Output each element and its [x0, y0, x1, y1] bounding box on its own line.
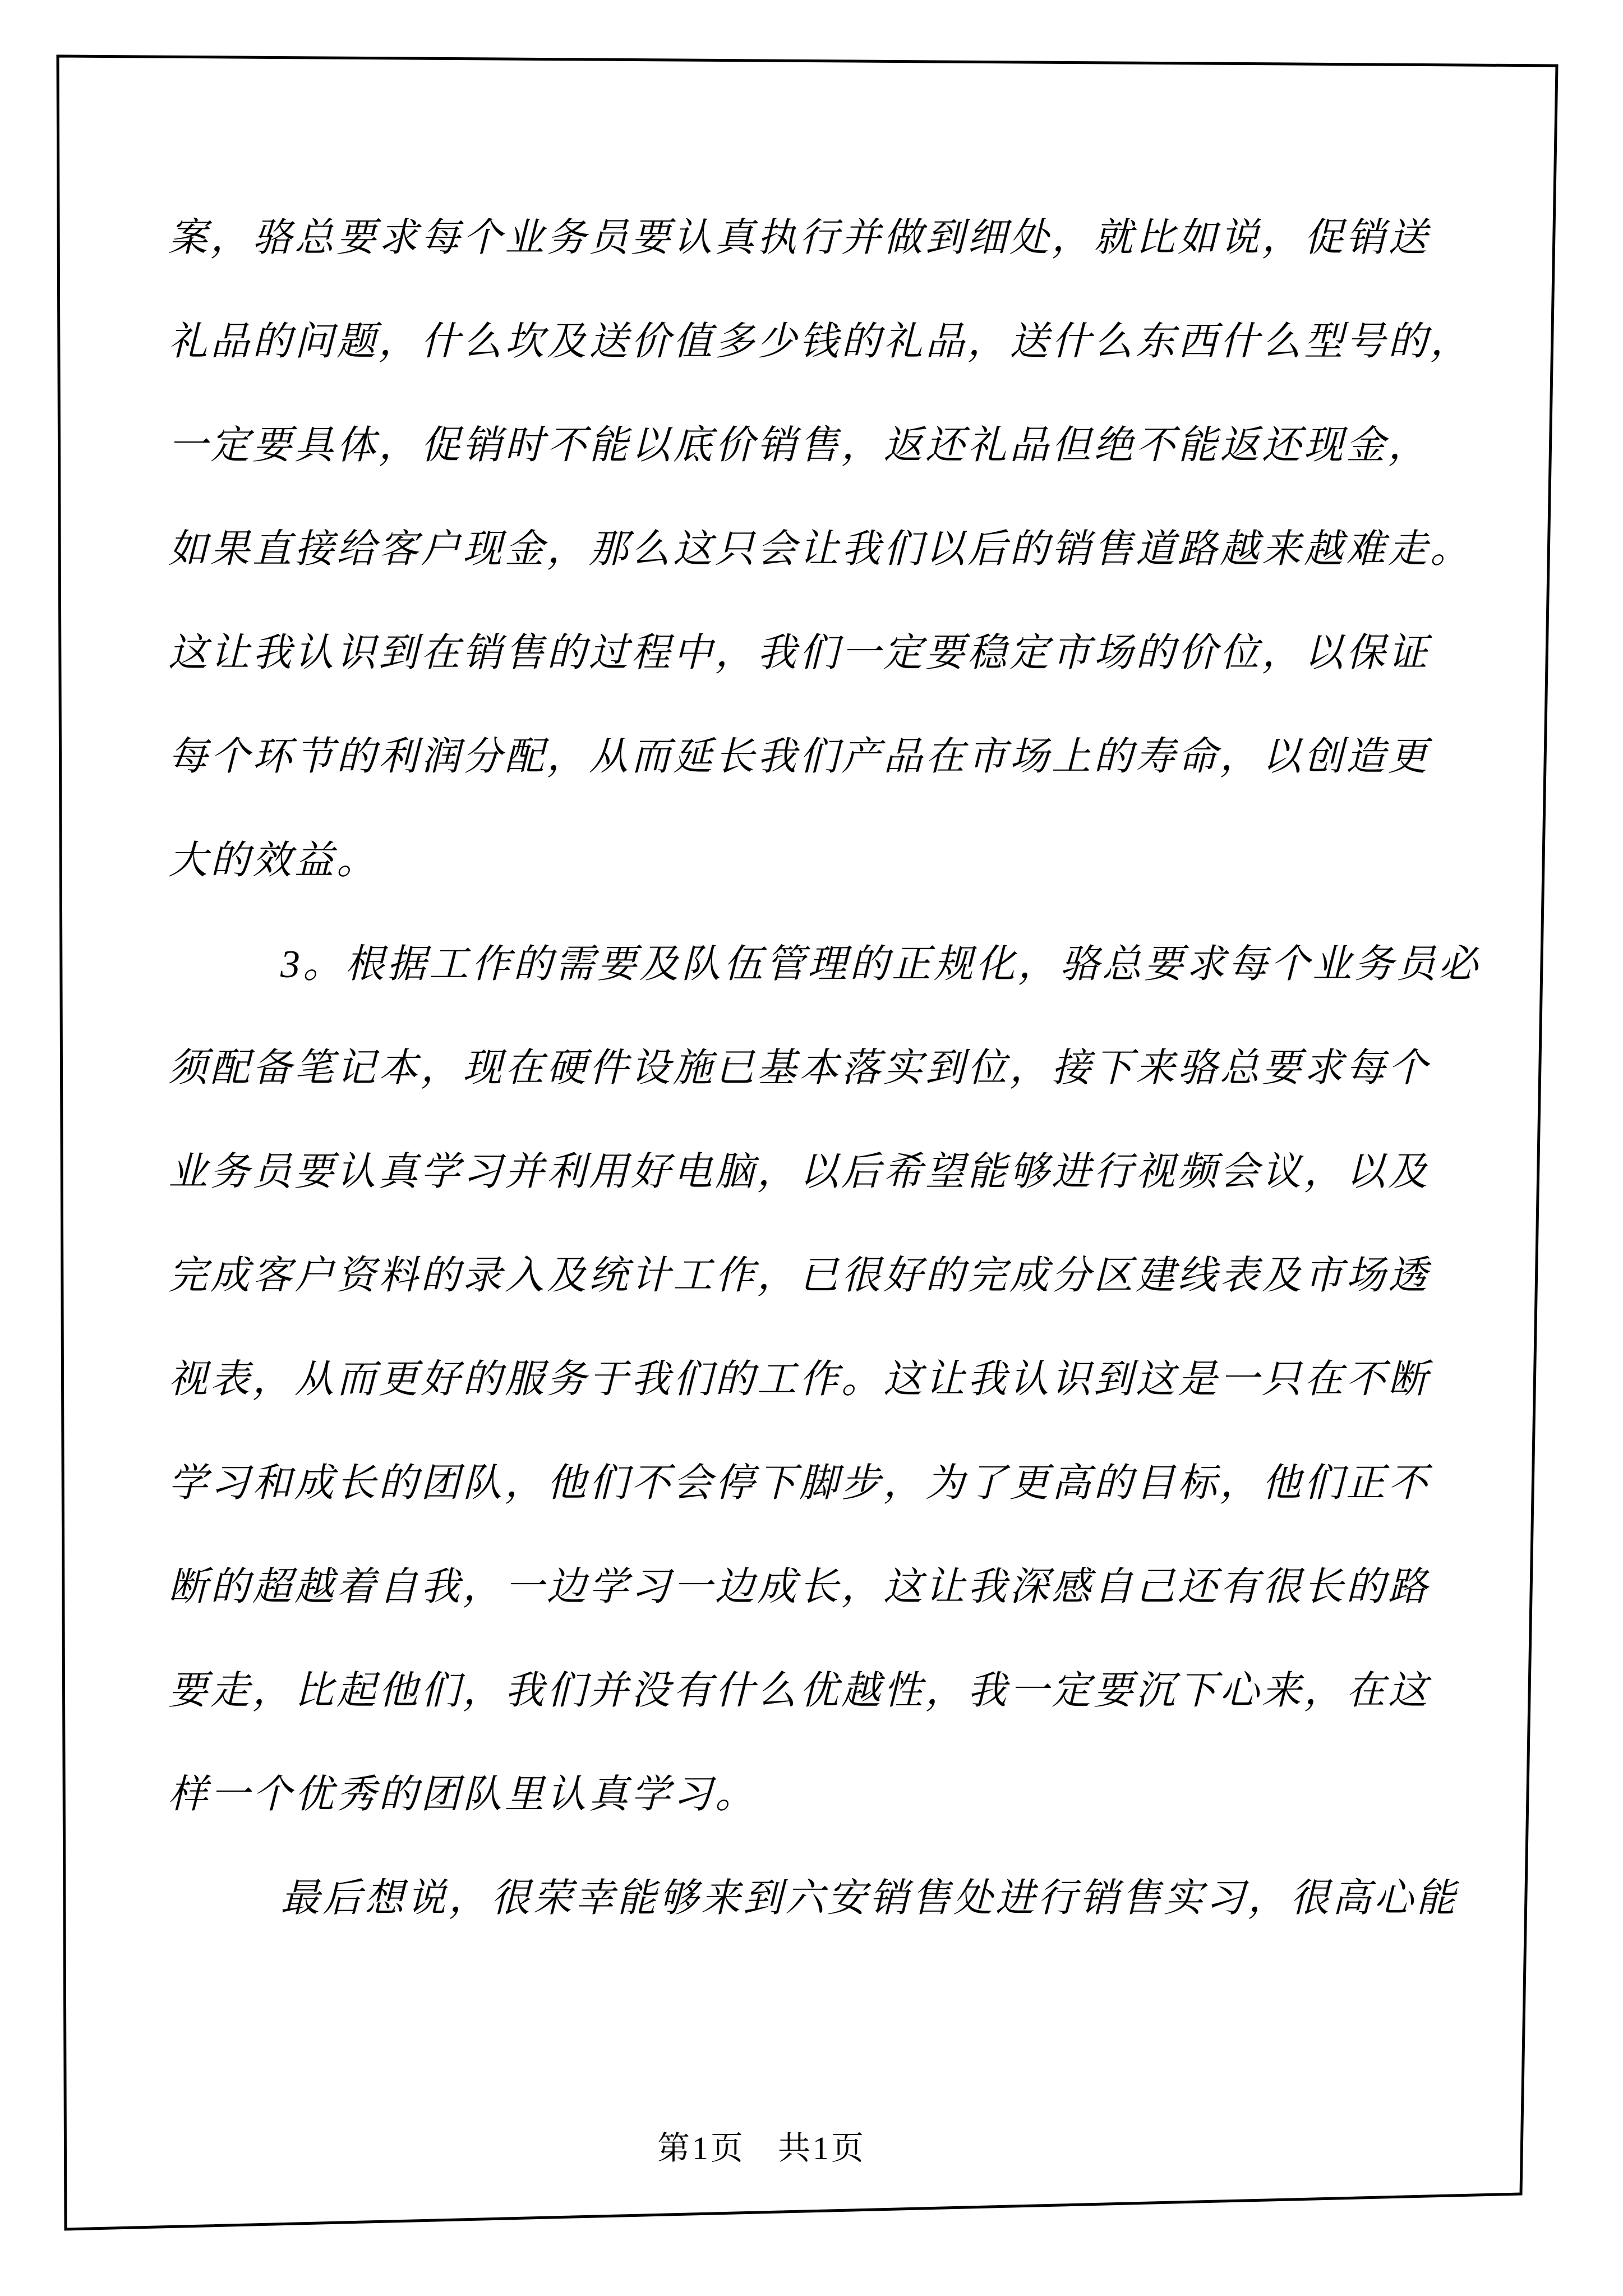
text-line: 学习和成长的团队，他们不会停下脚步，为了更高的目标，他们正不: [168, 1462, 1430, 1505]
text-line: 礼品的问题，什么坎及送价值多少钱的礼品，送什么东西什么型号的，: [168, 320, 1472, 364]
text-line: 须配备笔记本，现在硬件设施已基本落实到位，接下来骆总要求每个: [168, 1047, 1430, 1090]
page-footer: [0, 2122, 1523, 2169]
text-line: 要走，比起他们，我们并没有什么优越性，我一定要沉下心来，在这: [168, 1669, 1430, 1713]
footer-total-pages: 共1页: [778, 2130, 866, 2166]
text-line: 大的效益。: [168, 839, 379, 882]
text-line: 业务员要认真学习并利用好电脑，以后希望能够进行视频会议，以及: [168, 1151, 1430, 1194]
text-line: 一定要具体，促销时不能以底价销售，返还礼品但绝不能返还现金，: [168, 424, 1430, 467]
text-line: 案，骆总要求每个业务员要认真执行并做到细处，就比如说，促销送: [168, 217, 1430, 260]
text-line: 如果直接给客户现金，那么这只会让我们以后的销售道路越来越难走。: [168, 528, 1472, 571]
footer-current-page: 第1页: [657, 2130, 745, 2166]
text-line: 这让我认识到在销售的过程中，我们一定要稳定市场的价位，以保证: [168, 632, 1430, 675]
text-line: 3。根据工作的需要及队伍管理的正规化，骆总要求每个业务员必: [280, 943, 1481, 986]
text-line: 样一个优秀的团队里认真学习。: [168, 1773, 757, 1816]
text-line: 每个环节的利润分配，从而延长我们产品在市场上的寿命，以创造更: [168, 735, 1430, 779]
text-line: 最后想说，很荣幸能够来到六安销售处进行销售实习，很高心能: [280, 1877, 1458, 1920]
document-body: [168, 186, 1481, 1950]
text-line: 完成客户资料的录入及统计工作，已很好的完成分区建线表及市场透: [168, 1254, 1430, 1297]
text-line: 断的超越着自我，一边学习一边成长，这让我深感自己还有很长的路: [168, 1566, 1430, 1609]
text-line: 视表，从而更好的服务于我们的工作。这让我认识到这是一只在不断: [168, 1358, 1430, 1401]
